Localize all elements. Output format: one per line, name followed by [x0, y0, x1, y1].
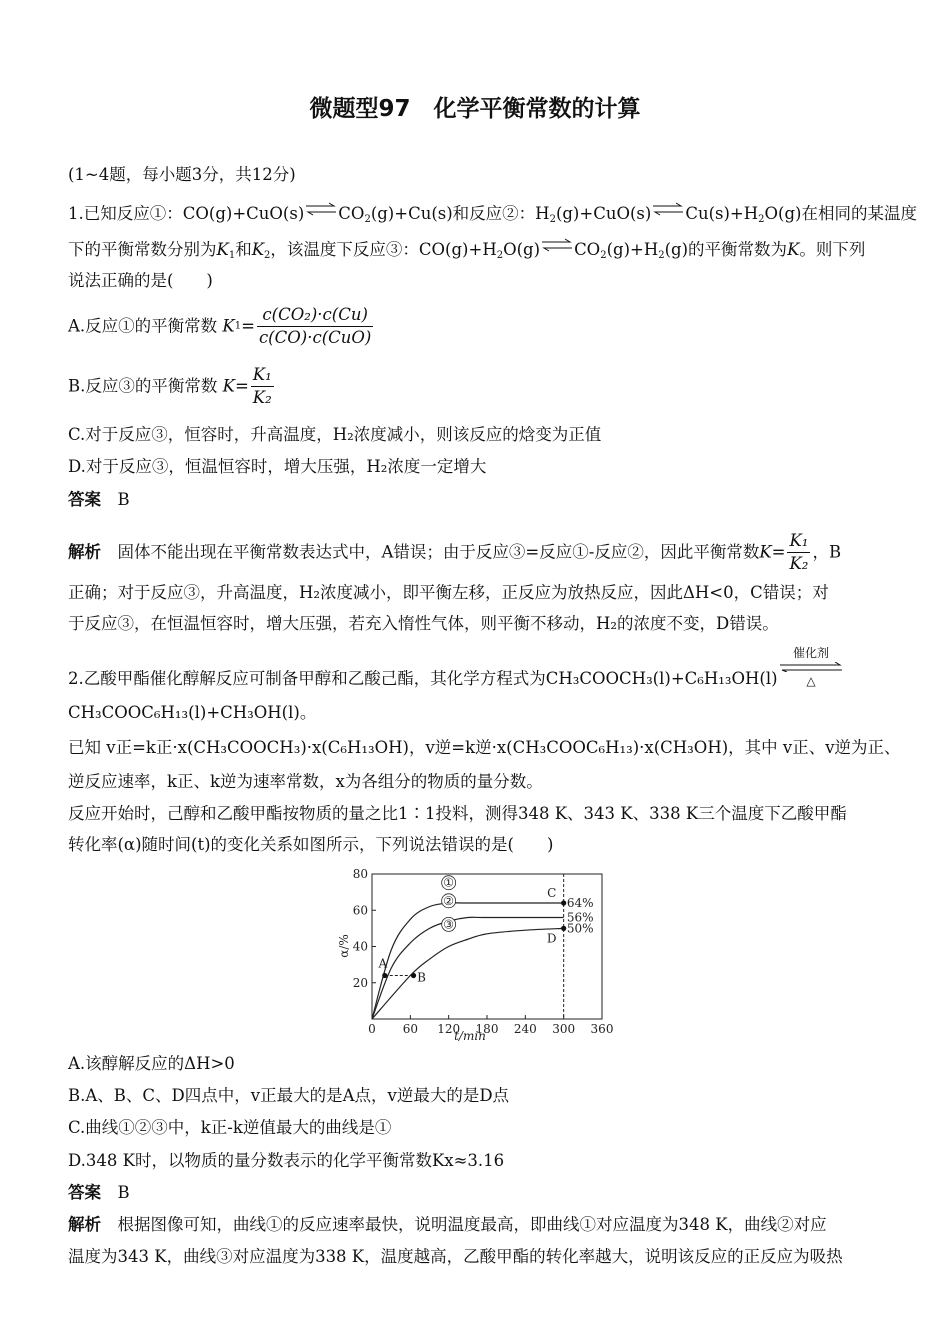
percent-annotation: 50% [566, 921, 594, 936]
section-intro: (1~4题，每小题3分，共12分) [68, 165, 296, 184]
point-label: A [378, 956, 388, 971]
heat-label: △ [806, 674, 816, 688]
q2-option-b: B.A、B、C、D四点中，v正最大的是A点，v逆最大的是D点 [68, 1086, 510, 1105]
x-tick-label: 240 [513, 1022, 537, 1036]
q2-rate-line2: 逆反应速率，k正、k逆为速率常数，x为各组分的物质的量分数。 [68, 772, 543, 791]
q2-option-a: A.该醇解反应的ΔH>0 [68, 1054, 235, 1073]
q2-stem-line2: CH₃COOC₆H₁₃(l)+CH₃OH(l)。 [68, 703, 317, 722]
series-label: ③ [443, 917, 455, 932]
q1-option-d: D.对于反应③，恒温恒容时，增大压强，H₂浓度一定增大 [68, 457, 487, 476]
x-tick-label: 0 [368, 1022, 376, 1036]
equilibrium-arrow-icon [540, 238, 574, 252]
x-tick-label: 360 [590, 1022, 614, 1036]
q1-stem-line2: 下的平衡常数分别为$K_1$和$K_2$，该温度下反应③：$CO(g)+H_2O(g)$ $CO_2(g)+H_2(g)$的平衡常数为K。则下列 [68, 240, 866, 261]
series-label: ② [443, 893, 455, 908]
y-tick-label: 20 [352, 975, 368, 990]
q2-condition-line2: 转化率(α)随时间(t)的变化关系如图所示，下列说法错误的是( ) [68, 835, 554, 854]
conversion-chart [330, 864, 630, 1044]
q2-analysis-line1: 解析 根据图像可知，曲线①的反应速率最快，说明温度最高，即曲线①对应温度为348 K，曲线②对应 [68, 1215, 827, 1234]
data-point [382, 973, 387, 978]
y-axis-label: α/% [337, 934, 351, 958]
q2-condition-line1: 反应开始时，己醇和乙酸甲酯按物质的量之比1∶1投料，测得348 K、343 K、338 K三个温度下乙酸甲酯 [68, 804, 847, 823]
q1-analysis-line3: 于反应③，在恒温恒容时，增大压强，若充入惰性气体，则平衡不移动，H₂的浓度不变，D错误。 [68, 614, 779, 633]
q1-option-c: C.对于反应③，恒容时，升高温度，H₂浓度减小，则该反应的焓变为正值 [68, 425, 602, 444]
equilibrium-arrow-icon [304, 202, 338, 216]
y-tick-label: 80 [352, 867, 368, 881]
fraction: $\frac{\text{K₁}}{\text{K₂}}$ [252, 365, 272, 407]
q1-analysis-line1: 解析 固体不能出现在平衡常数表达式中，A错误；由于反应③=反应①-反应②，因此平衡常数K= $\frac{\text{K₁}}{\text{K₂}}$ ，B [68, 531, 842, 573]
fraction: $\frac{\text{c(CO₂)·c(Cu)}}{\text{c(CO)·c(CuO)}}$ [258, 305, 372, 347]
page-title: 微题型97 化学平衡常数的计算 [309, 96, 641, 122]
data-point [561, 900, 566, 905]
q1-stem-line3: 说法正确的是( ) [68, 271, 213, 290]
point-label: D [546, 931, 557, 946]
x-tick-label: 60 [402, 1022, 418, 1036]
percent-annotation: 56% [566, 910, 594, 925]
q2-answer: 答案 B [68, 1183, 130, 1202]
series-line [372, 928, 564, 1019]
point-label: C [547, 886, 557, 900]
q2-option-d: D.348 K时，以物质的量分数表示的化学平衡常数Kx≈3.16 [68, 1151, 505, 1170]
q2-stem-line1: 2.乙酸甲酯催化醇解反应可制备甲醇和乙酸己酯，其化学方程式为CH₃COOCH₃(l)+C₆H₁₃OH(l) [68, 669, 778, 688]
x-tick-label: 300 [552, 1022, 576, 1036]
x-tick-label: 180 [475, 1022, 499, 1036]
q1-option-a: A.反应①的平衡常数 K1= $\frac{\text{c(CO₂)·c(Cu)}}{\text{c(CO)·c(CuO)}}$ [68, 305, 372, 347]
equilibrium-arrow-icon [778, 662, 844, 672]
x-axis-label: t/min [454, 1029, 486, 1043]
catalyst-label: 催化剂 [792, 646, 829, 660]
x-tick-label: 120 [437, 1022, 461, 1036]
series-line [372, 917, 564, 1019]
y-tick-label: 60 [352, 903, 368, 918]
data-point [411, 973, 416, 978]
percent-annotation: 64% [566, 896, 594, 910]
y-tick-label: 40 [352, 939, 368, 954]
q1-analysis-line2: 正确；对于反应③，升高温度，H₂浓度减小，即平衡左移，正反应为放热反应，因此ΔH<0，C错误；对 [68, 583, 829, 602]
point-label: B [417, 970, 426, 985]
series-line [372, 903, 564, 1019]
q2-option-c: C.曲线①②③中，k正-k逆值最大的曲线是① [68, 1118, 392, 1137]
q2-analysis-line2: 温度为343 K，曲线③对应温度为338 K，温度越高，乙酸甲酯的转化率越大，说明该反应的正反应为吸热 [68, 1247, 843, 1266]
q1-option-b: B.反应③的平衡常数 K= $\frac{\text{K₁}}{\text{K₂}}$ [68, 365, 272, 407]
series-label: ① [443, 875, 455, 890]
q1-answer: 答案 B [68, 490, 130, 509]
fraction: $\frac{\text{K₁}}{\text{K₂}}$ [789, 531, 809, 573]
catalyst-arrow [778, 644, 844, 687]
equilibrium-arrow-icon [651, 202, 685, 216]
q2-rate-line1: 已知 v正=k正·x(CH₃COOCH₃)·x(C₆H₁₃OH)，v逆=k逆·x(CH₃COOC₆H₁₃)·x(CH₃OH)，其中 v正、v逆为正、 [68, 738, 901, 757]
data-point [561, 926, 566, 931]
q1-stem-line1: 1.已知反应①：CO(g)+CuO(s) $CO_2(g)+Cu(s)$和反应②：$H_2(g)+CuO(s)$ $Cu(s)+H_2O(g)$在相同的某温度 [68, 204, 917, 225]
